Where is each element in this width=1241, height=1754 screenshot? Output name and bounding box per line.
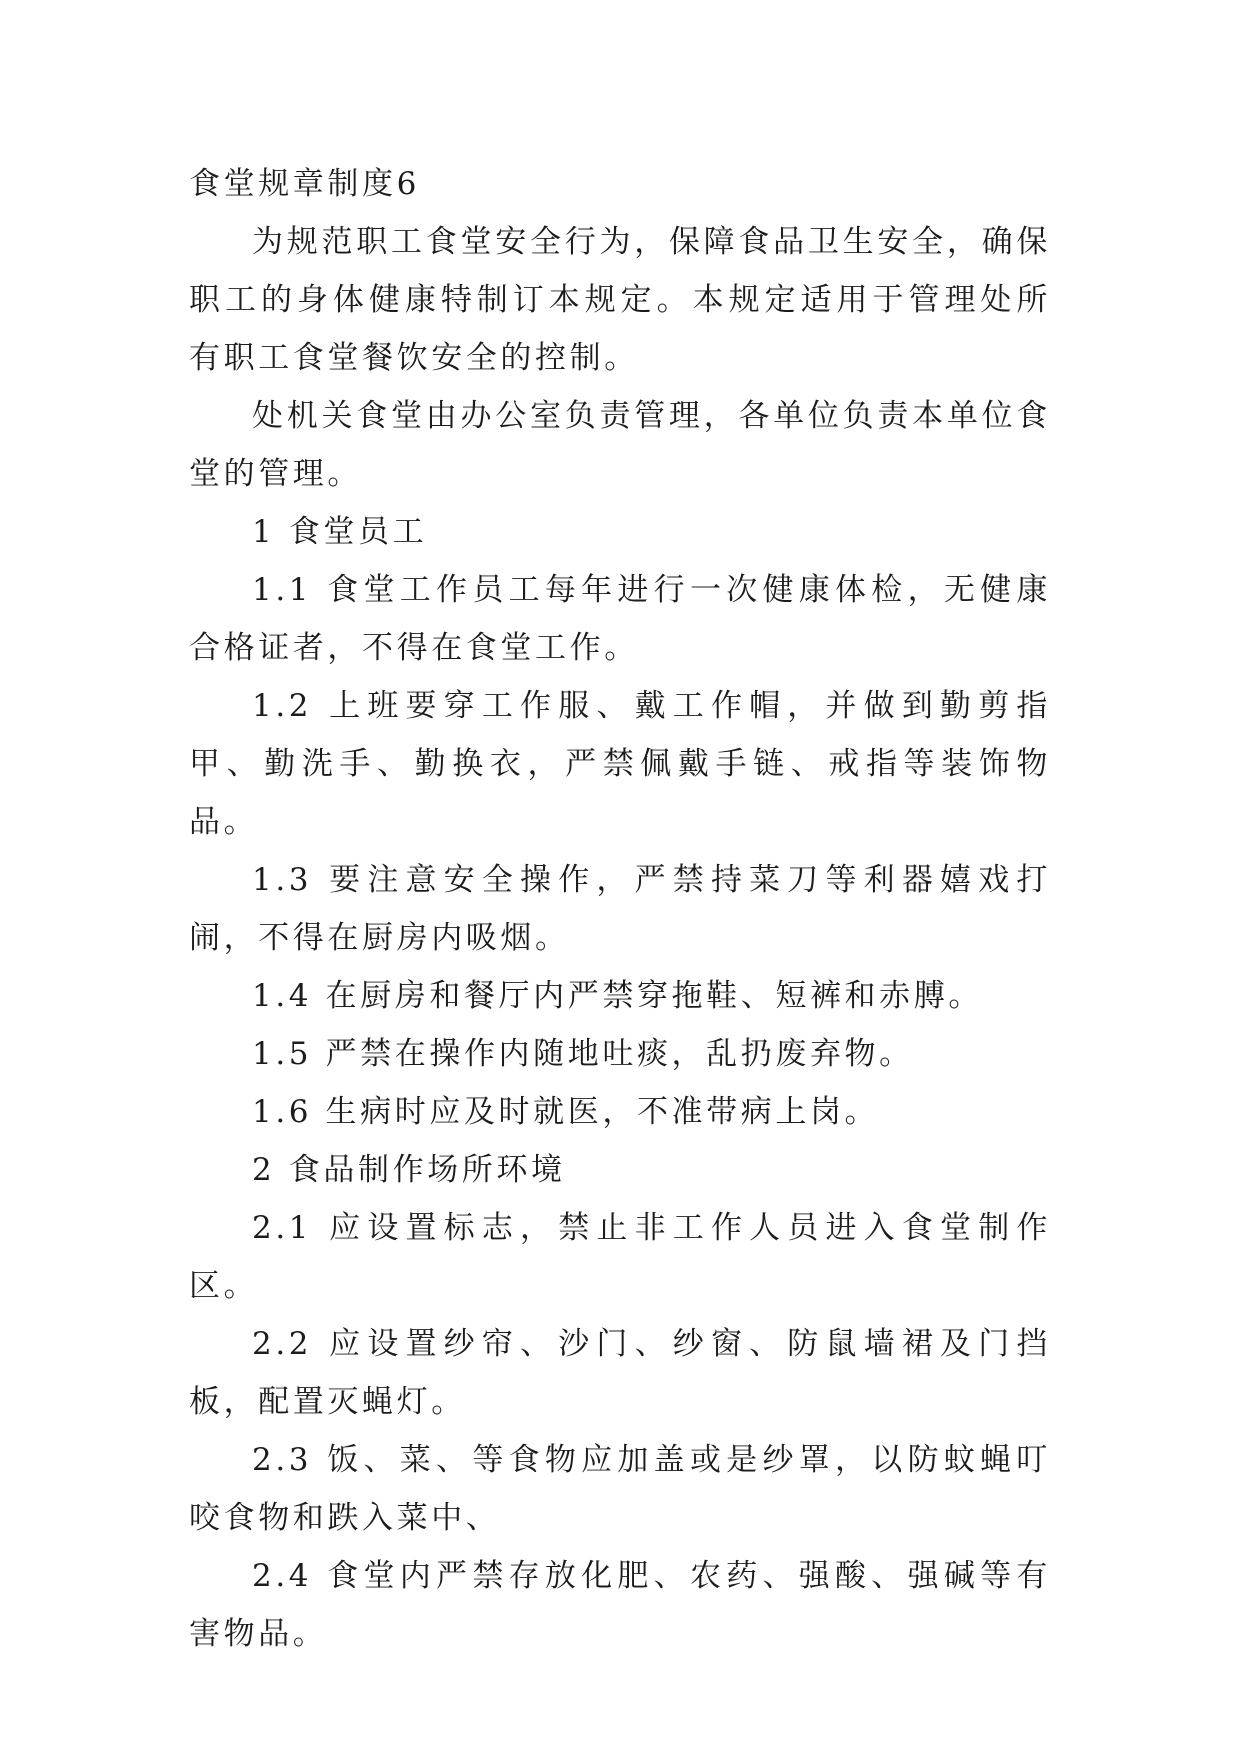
paragraph-purpose: 为规范职工食堂安全行为，保障食品卫生安全，确保职工的身体健康特制订本规定。本规定适用于管理处所有职工食堂餐饮安全的控制。: [189, 224, 1051, 376]
clause-2-2: 2.2 应设置纱帘、沙门、纱窗、防鼠墙裙及门挡板，配置灭蝇灯。: [189, 1326, 1051, 1420]
clause-1-3: 1.3 要注意安全操作，严禁持菜刀等利器嬉戏打闹，不得在厨房内吸烟。: [189, 862, 1051, 956]
document-title: 食堂规章制度6: [189, 166, 420, 202]
section-heading-staff: 1 食堂员工: [252, 514, 428, 550]
clause-1-5: 1.5 严禁在操作内随地吐痰，乱扔废弃物。: [252, 1036, 914, 1072]
section-heading-environment: 2 食品制作场所环境: [252, 1152, 566, 1188]
document-body: [189, 155, 1051, 1663]
clause-2-3: 2.3 饭、菜、等食物应加盖或是纱罩，以防蚊蝇叮咬食物和跌入菜中、: [189, 1442, 1051, 1536]
clause-2-4: 2.4 食堂内严禁存放化肥、农药、强酸、强碱等有害物品。: [189, 1558, 1051, 1652]
clause-1-2: 1.2 上班要穿工作服、戴工作帽，并做到勤剪指甲、勤洗手、勤换衣，严禁佩戴手链、戒指等装饰物品。: [189, 688, 1051, 840]
paragraph-management: 处机关食堂由办公室负责管理，各单位负责本单位食堂的管理。: [189, 398, 1051, 492]
clause-2-1: 2.1 应设置标志，禁止非工作人员进入食堂制作区。: [189, 1210, 1051, 1304]
clause-1-6: 1.6 生病时应及时就医，不准带病上岗。: [252, 1094, 880, 1130]
clause-1-1: 1.1 食堂工作员工每年进行一次健康体检，无健康合格证者，不得在食堂工作。: [189, 572, 1051, 666]
clause-1-4: 1.4 在厨房和餐厅内严禁穿拖鞋、短裤和赤膊。: [252, 978, 983, 1014]
